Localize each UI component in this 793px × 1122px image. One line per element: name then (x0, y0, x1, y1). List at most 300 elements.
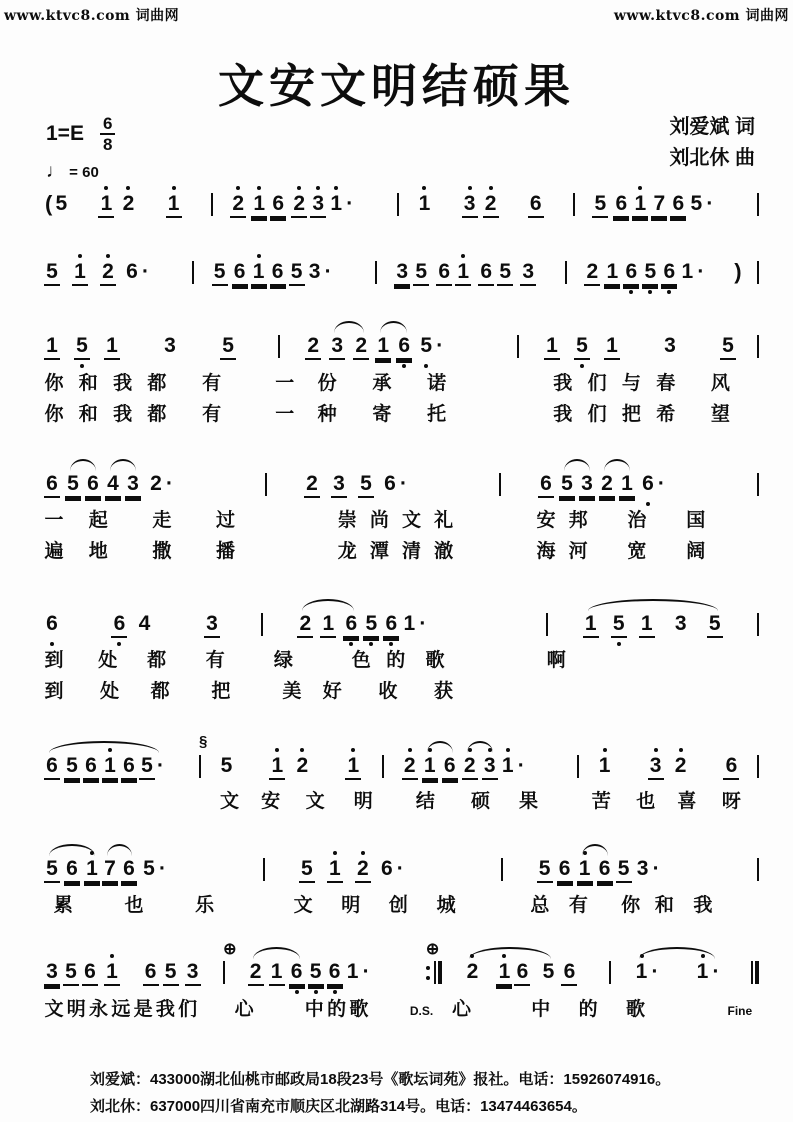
note (220, 334, 236, 360)
note (662, 334, 678, 358)
lyric-syllable: 果 (519, 791, 539, 812)
note-digit: 1 (166, 192, 182, 218)
octave-dot-above (275, 748, 279, 752)
barline-stroke (199, 755, 201, 778)
lyric-syllable: 们 (587, 373, 607, 394)
note (163, 960, 179, 986)
augmentation-dot: · (697, 260, 705, 283)
note (383, 612, 399, 638)
lyric-syllable: 总 (530, 895, 550, 916)
note-digit: 5 (64, 754, 80, 780)
note (248, 960, 264, 986)
note (723, 754, 739, 780)
note-digit: 6 (640, 472, 656, 496)
lyric-syllable: 你 (44, 404, 64, 425)
note (528, 192, 544, 218)
lyric-syllable: 歌 (625, 999, 645, 1020)
note (139, 754, 164, 780)
note (143, 960, 159, 986)
note-digit: 3 (579, 472, 595, 498)
note-digit: 1 (346, 960, 359, 983)
note (65, 472, 81, 498)
slur-group (577, 857, 613, 883)
note-digit: 1 (72, 260, 88, 286)
barline-stroke (573, 193, 575, 216)
note (544, 334, 560, 360)
octave-dot-below (667, 290, 671, 294)
note (100, 260, 116, 286)
note-digit: 3 (329, 334, 345, 360)
note (497, 260, 513, 286)
octave-dot-above (654, 748, 658, 752)
barline-stroke (757, 193, 759, 216)
barline (397, 193, 399, 216)
note-digit: 3 (482, 754, 498, 780)
note (345, 754, 361, 780)
barline (261, 613, 263, 636)
lyric-syllable: 文 (402, 510, 422, 531)
lyric-syllable: 清 (402, 541, 422, 562)
lyric-syllable: 安 (536, 510, 556, 531)
note-digit: 1 (320, 612, 336, 638)
lyric-syllable: 我 (155, 999, 175, 1020)
lyric-syllable: 都 (150, 681, 170, 702)
lyric-syllable: 一 (44, 510, 64, 531)
lyric-syllable: 我 (113, 373, 133, 394)
octave-dot-above (470, 954, 474, 958)
note (604, 260, 620, 286)
barline-stroke-thick (755, 961, 759, 984)
note-digit: 5 (65, 472, 81, 498)
note-digit: 1 (251, 192, 267, 218)
note (305, 334, 321, 360)
note (329, 334, 345, 360)
composer-credit: 刘北休 曲 (669, 147, 755, 169)
lyric-line (44, 399, 759, 426)
note-digit: 3 (636, 857, 649, 880)
note (320, 612, 336, 638)
note (104, 334, 120, 360)
time-signature-numerator: 6 (100, 115, 115, 135)
note-digit: 5 (220, 754, 233, 777)
note (98, 192, 114, 218)
note (64, 857, 80, 883)
lyric-syllable: 海 (536, 541, 556, 562)
octave-dot-above (78, 254, 82, 258)
augmentation-dot: · (657, 472, 665, 495)
barline-stroke (751, 961, 753, 984)
note (379, 857, 404, 881)
note-digit: 5 (690, 192, 703, 215)
lyric-syllable: 绿 (273, 650, 293, 671)
note-digit: 1 (496, 960, 512, 986)
note-digit: 6 (661, 260, 677, 286)
note-digit: 1 (500, 754, 516, 778)
lyric-syllable: 你 (44, 373, 64, 394)
note-digit: 6 (384, 472, 396, 495)
note (537, 857, 553, 883)
music-line (44, 260, 759, 286)
lyric-syllable: 啊 (546, 650, 566, 671)
note-digit: 1 (577, 857, 593, 883)
site-watermark-left: www.ktvc8.com 词曲网 (4, 8, 180, 24)
barline-stroke (757, 613, 759, 636)
octave-dot-above (502, 954, 506, 958)
note-digit: 3 (125, 472, 141, 498)
note (162, 334, 178, 358)
augmentation-dot: · (166, 472, 173, 495)
note (496, 960, 512, 986)
barline-stroke (499, 473, 501, 496)
note-digit: 6 (143, 960, 159, 986)
note (270, 192, 286, 218)
lyric-syllable: 起 (88, 510, 108, 531)
barline-stroke (757, 335, 759, 358)
song-title: 文安文明结硕果 (218, 60, 575, 112)
lyric-syllable: 心 (451, 999, 471, 1020)
note-digit: 2 (483, 192, 499, 218)
lyric-syllable: 也 (124, 895, 144, 916)
note (102, 754, 118, 780)
augmentation-dot: · (517, 754, 525, 777)
note-digit: 5 (542, 960, 555, 983)
lyric-syllable: 我 (693, 895, 713, 916)
note-digit: 6 (232, 260, 248, 286)
note-digit: 6 (396, 334, 412, 360)
slur-group (102, 857, 137, 883)
lyric-syllable: 到 (44, 681, 64, 702)
note-digit: 2 (248, 960, 264, 986)
octave-dot-above (351, 748, 355, 752)
note-digit: 2 (297, 612, 313, 638)
octave-dot-above (638, 186, 642, 190)
note-digit: 6 (111, 612, 127, 638)
lyric-syllable: 明 (341, 895, 361, 916)
note (599, 472, 615, 498)
note (289, 960, 305, 986)
lyric-syllable: 一 (275, 373, 295, 394)
octave-dot-above (428, 748, 432, 752)
contact-footer (90, 1066, 670, 1120)
lyric-syllable: 明 (66, 999, 86, 1020)
barline (278, 335, 280, 358)
note-digit: 6 (64, 857, 80, 883)
octave-dot-above (257, 254, 261, 258)
lyric-syllable: 美 (282, 681, 302, 702)
lyric-syllable: 尚 (369, 510, 389, 531)
lyric-syllable: 文 (44, 999, 64, 1020)
note (583, 612, 599, 638)
note (251, 260, 267, 286)
note-digit: 6 (343, 612, 359, 638)
lyric-syllable: 有 (568, 895, 588, 916)
note (442, 754, 458, 780)
note-digit: 1 (695, 960, 711, 984)
note-digit: 2 (355, 857, 371, 883)
lyric-syllable: 的 (386, 650, 406, 671)
lyric-syllable: 我 (553, 404, 573, 425)
note (270, 260, 286, 286)
note-digit: 3 (462, 192, 478, 218)
note-digit: 2 (305, 334, 321, 360)
lyric-syllable: 澈 (434, 541, 454, 562)
time-signature-denominator: 8 (102, 135, 113, 154)
slur-group (329, 334, 369, 360)
note-digit: 6 (557, 857, 573, 883)
lyric-syllable: 一 (275, 404, 295, 425)
note-digit: 1 (269, 754, 285, 780)
barline-stroke (501, 858, 503, 881)
lyric-syllable: 有 (202, 373, 222, 394)
barline-stroke (609, 961, 611, 984)
octave-dot-above (461, 254, 465, 258)
lyric-syllable: 中 (531, 999, 551, 1020)
note (232, 260, 248, 286)
barline (757, 858, 759, 881)
parenthesis: ) (734, 259, 742, 284)
lyric-syllable: 潭 (369, 541, 389, 562)
note-digit: 5 (418, 334, 434, 358)
contact-line-composer: 刘北休：637000四川省南充市顺庆区北湖路314号。电话：13474463654。 (90, 1098, 587, 1115)
note-digit: 6 (85, 472, 101, 498)
augmentation-dot: · (436, 334, 444, 357)
note (604, 334, 620, 360)
lyric-syllable: 国 (686, 510, 706, 531)
slur-group (462, 754, 498, 780)
lyric-syllable: 色 (351, 650, 371, 671)
note-digit: 3 (520, 260, 536, 286)
lyric-syllable: 和 (654, 895, 674, 916)
note-digit: 5 (413, 260, 429, 286)
octave-dot-above (297, 186, 301, 190)
lyric-syllable: 获 (433, 681, 453, 702)
barline-stroke (265, 473, 267, 496)
note-digit: 1 (639, 612, 655, 638)
lyric-syllable: 有 (202, 404, 222, 425)
note (269, 960, 285, 986)
octave-dot-below (648, 290, 652, 294)
note (327, 960, 343, 986)
lyric-syllable: 都 (147, 373, 167, 394)
note-digit: 6 (478, 260, 494, 286)
note-digit: 5 (212, 260, 228, 286)
note-digit: 5 (497, 260, 513, 286)
note-digit: 6 (83, 754, 99, 780)
lyric-syllable: 城 (436, 895, 456, 916)
note-digit: 1 (44, 334, 60, 360)
note (125, 472, 141, 498)
lyric-syllable: 是 (133, 999, 153, 1020)
note (639, 612, 655, 638)
note (577, 857, 593, 883)
lyric-syllable: 和 (78, 404, 98, 425)
note-digit: 5 (143, 857, 155, 880)
lyric-syllable: 中 (304, 999, 324, 1020)
lyric-syllable: 遍 (44, 541, 64, 562)
note-digit: 5 (44, 857, 60, 883)
note (166, 192, 182, 218)
note-digit: 6 (436, 260, 452, 286)
note-digit: 3 (664, 334, 676, 357)
barline-stroke (261, 613, 263, 636)
lyric-syllable: 望 (710, 404, 730, 425)
note (121, 754, 137, 780)
barline (382, 755, 384, 778)
note-digit: 6 (121, 857, 137, 883)
music-line (44, 472, 759, 498)
note (401, 612, 426, 636)
note (136, 612, 152, 636)
octave-dot-above (333, 851, 337, 855)
slur-group (634, 960, 720, 984)
note-digit: 2 (304, 472, 320, 498)
note-digit: 5 (308, 960, 324, 986)
note (640, 472, 665, 496)
lyric-line (44, 786, 759, 813)
note (212, 260, 228, 286)
note-digit: 1 (104, 334, 120, 360)
lyricist-credit: 刘爱斌 词 (669, 116, 755, 138)
note-digit: 7 (102, 857, 118, 883)
slur-group (375, 334, 412, 360)
note (462, 754, 478, 780)
barline-stroke (382, 755, 384, 778)
octave-dot-above (300, 748, 304, 752)
octave-dot-above (257, 186, 261, 190)
note (185, 960, 201, 986)
slur-group (65, 472, 101, 498)
lyric-syllable: 礼 (434, 510, 454, 531)
lyric-syllable: 的 (327, 999, 347, 1020)
site-watermark-right: www.ktvc8.com 词曲网 (613, 8, 789, 24)
barline (199, 755, 201, 778)
note (353, 334, 369, 360)
lyric-syllable: 歌 (349, 999, 369, 1020)
lyric-line (44, 645, 759, 672)
barline-stroke (263, 858, 265, 881)
note-digit: 1 (98, 192, 114, 218)
lyric-syllable: 治 (627, 510, 647, 531)
note (623, 260, 639, 286)
note (402, 754, 418, 780)
slur-group (297, 612, 359, 638)
lyric-syllable: 心 (234, 999, 254, 1020)
octave-dot-above (701, 954, 705, 958)
note (297, 612, 313, 638)
note-digit: 6 (670, 192, 686, 218)
note (74, 334, 90, 360)
augmentation-dot: · (324, 260, 332, 283)
note-digit: 2 (150, 472, 162, 495)
lyric-syllable: 希 (656, 404, 676, 425)
note-digit: 1 (632, 192, 648, 218)
note (299, 857, 315, 883)
note (673, 754, 689, 778)
note (345, 960, 370, 984)
lyric-syllable: Fine (727, 1004, 753, 1018)
barline-stroke-thick (438, 961, 442, 984)
lyric-syllable: 寄 (372, 404, 392, 425)
octave-dot-above (488, 748, 492, 752)
note-digit: 5 (358, 472, 374, 498)
note (44, 960, 60, 986)
lyric-syllable: 好 (322, 681, 342, 702)
slur-group (44, 857, 100, 883)
barline (757, 613, 759, 636)
note-digit: 5 (55, 192, 68, 215)
note-digit: 1 (328, 192, 344, 216)
note (613, 192, 629, 218)
lyric-syllable: 春 (656, 373, 676, 394)
barline-stroke (223, 961, 225, 984)
note (592, 192, 608, 218)
note (396, 334, 412, 360)
barline-stroke (757, 261, 759, 284)
note-digit: 6 (270, 192, 286, 218)
lyric-syllable: 硕 (470, 791, 490, 812)
octave-dot-above (603, 748, 607, 752)
barline (577, 755, 579, 778)
lyric-syllable: 诺 (427, 373, 447, 394)
note-digit: 1 (104, 960, 120, 986)
note-digit: 5 (616, 857, 632, 883)
note (304, 472, 320, 498)
octave-dot-above (110, 954, 114, 958)
note-digit: 1 (251, 260, 267, 286)
note (413, 260, 429, 286)
note (436, 260, 452, 286)
lyric-syllable: 到 (44, 650, 64, 671)
note (478, 260, 494, 286)
note (688, 192, 713, 216)
note (455, 260, 471, 286)
lyric-syllable: 处 (98, 650, 118, 671)
note (670, 192, 686, 218)
note-digit: 6 (121, 754, 137, 780)
barline (211, 193, 213, 216)
note-digit: 2 (462, 754, 478, 780)
note-digit: 2 (100, 260, 116, 286)
note-digit: 5 (559, 472, 575, 498)
lyric-syllable: 们 (178, 999, 198, 1020)
octave-dot-above (172, 186, 176, 190)
barline-stroke (757, 473, 759, 496)
note (416, 192, 432, 216)
note (105, 472, 121, 498)
barline-stroke (397, 193, 399, 216)
note (141, 857, 166, 881)
augmentation-dot: · (652, 857, 660, 880)
note (579, 472, 595, 498)
augmentation-dot: · (419, 612, 427, 635)
barline-stroke (375, 261, 377, 284)
note-digit: 3 (204, 612, 220, 638)
note (635, 857, 660, 881)
music-line (44, 612, 759, 638)
note (310, 192, 326, 218)
barline-stroke (546, 613, 548, 636)
note-digit: 2 (120, 192, 136, 216)
lyric-syllable: 承 (372, 373, 392, 394)
barline (757, 335, 759, 358)
note (679, 260, 704, 284)
note (394, 260, 410, 286)
lyric-syllable: 龙 (337, 541, 357, 562)
note-digit: 1 (455, 260, 471, 286)
lyric-syllable: 把 (211, 681, 231, 702)
note (44, 260, 60, 286)
note (520, 260, 536, 286)
